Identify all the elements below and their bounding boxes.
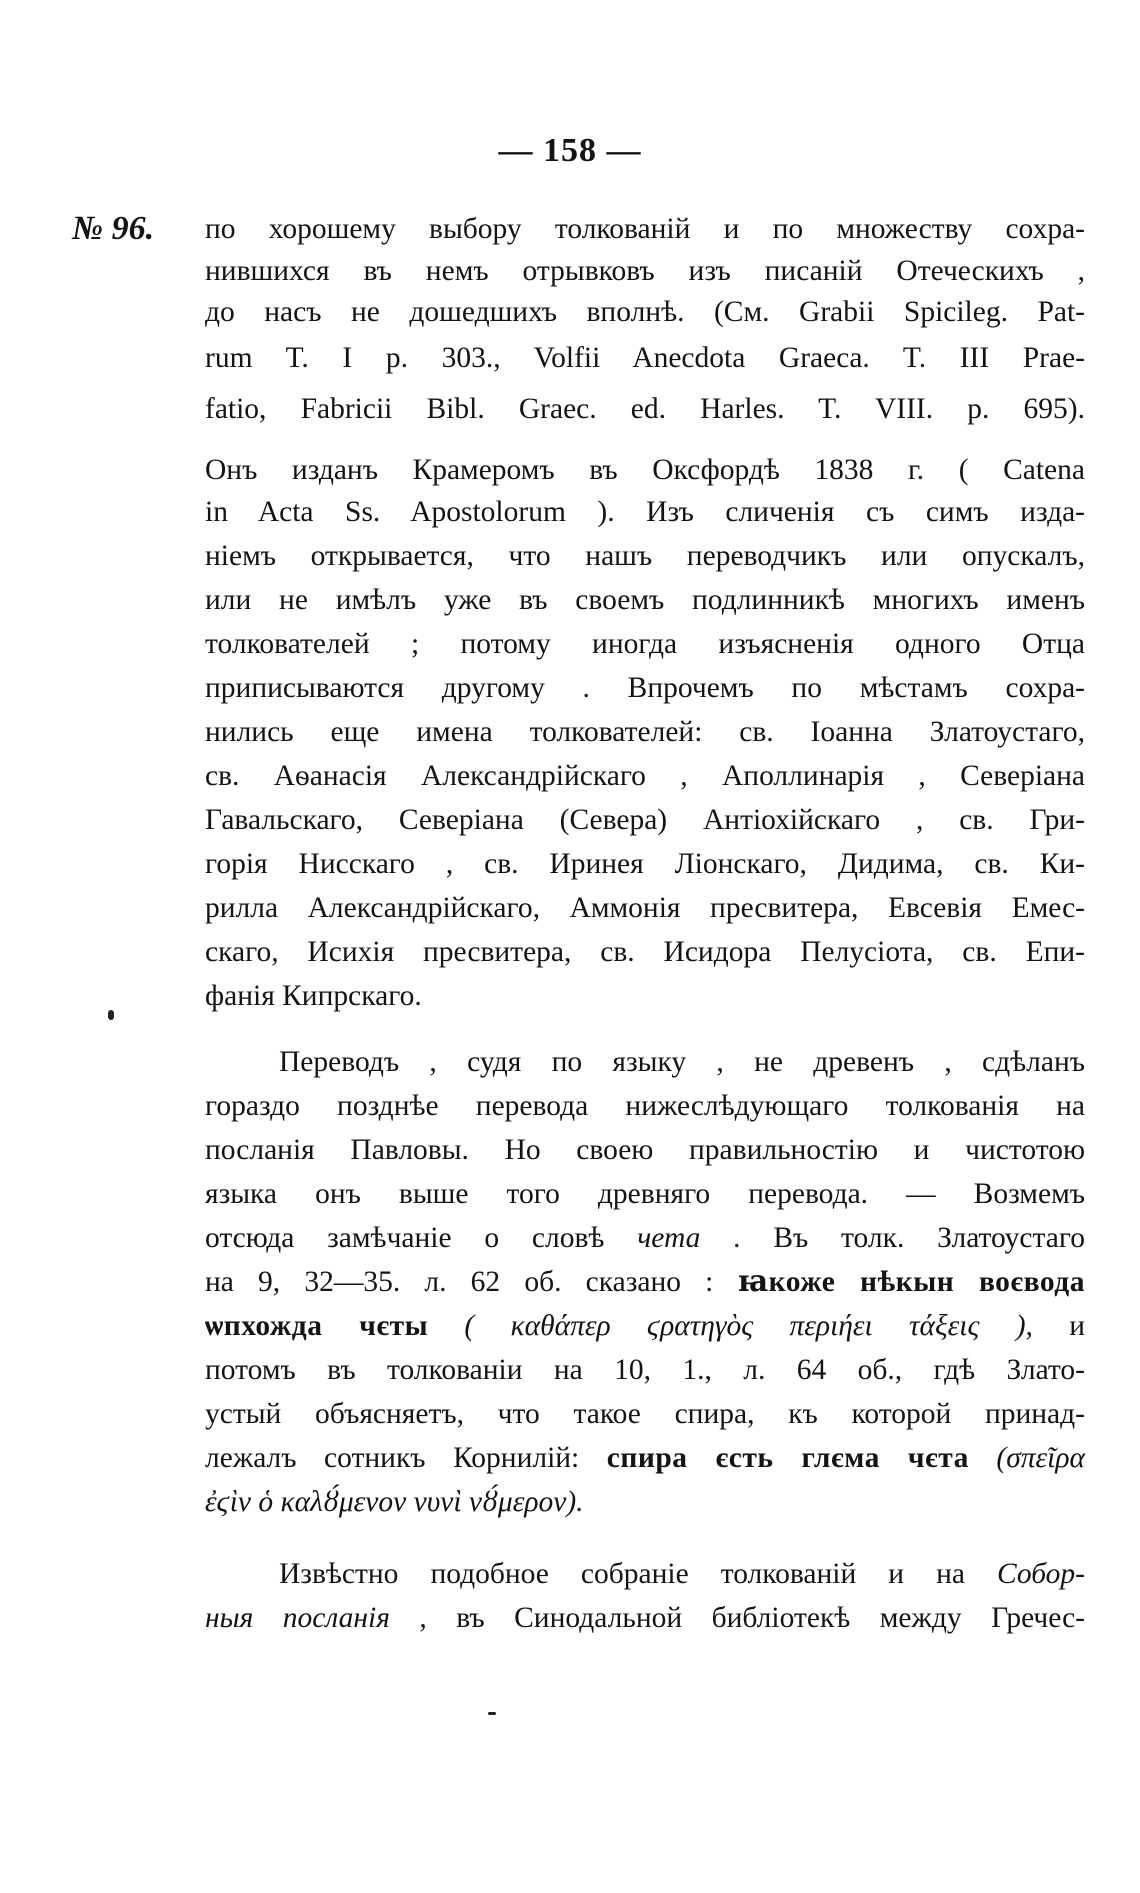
italic-word-cheta: чета xyxy=(637,1222,701,1254)
text-line: до насъ не дошедшихъ вполнѣ. (См. Grabii Spicileg. Pat- xyxy=(205,296,1085,328)
text-line: устый объясняетъ, что такое спира, къ которой принад- xyxy=(205,1398,1085,1430)
text-run: отсюда замѣчаніе о словѣ xyxy=(205,1222,605,1254)
text-line: fatio, Fabricii Bibl. Graec. ed. Harles. T. VIII. p. 695). xyxy=(205,393,1085,425)
church-slavonic-quote: спира єсть глєма чєта xyxy=(606,1442,969,1474)
text-line: фанія Кипрскаго. xyxy=(205,980,422,1012)
entry-number: № 96. xyxy=(72,210,155,247)
text-line: rum T. I p. 303., Volfii Anecdota Graeca. T. III Prae- xyxy=(205,342,1085,374)
text-line: потомъ въ толкованіи на 10, 1., л. 64 об., гдѣ Злато- xyxy=(205,1354,1085,1386)
page-number: — 158 — xyxy=(498,132,642,169)
text-line: посланія Павловы. Но своею правильностію и чистотою xyxy=(205,1134,1085,1166)
text-line xyxy=(205,1596,1085,1640)
italic-term: Собор- xyxy=(996,1558,1085,1590)
text-run: лежалъ сотникъ Корнилій: xyxy=(205,1442,580,1474)
text-line: горія Нисскаго , св. Иринея Ліонскаго, Дидима, св. Ки- xyxy=(205,848,1085,880)
text-run: Извѣстно подобное собраніе толкованій и на xyxy=(279,1558,965,1590)
text-line: св. Аѳанасія Александрійскаго , Аполлинарія , Северіана xyxy=(205,760,1085,792)
text-line: рилла Александрійскаго, Аммонія пресвитера, Евсевія Емес- xyxy=(205,892,1085,924)
text-line xyxy=(205,1260,1085,1304)
italic-term: ныя посланія xyxy=(205,1602,390,1634)
text-line: ніемъ открывается, что нашъ переводчикъ или опускалъ, xyxy=(205,540,1085,572)
text-line: скаго, Исихія пресвитера, св. Исидора Пелусіота, св. Епи- xyxy=(205,936,1085,968)
text-line xyxy=(205,1216,1085,1260)
text-run: и xyxy=(1069,1310,1086,1342)
text-line: гораздо позднѣе перевода нижеслѣдующаго толкованія на xyxy=(205,1090,1085,1122)
text-line: Гавальскаго, Северіана (Севера) Антіохійскаго , св. Гри- xyxy=(205,804,1085,836)
text-line: Онъ изданъ Крамеромъ въ Оксфордѣ 1838 г. ( Catena xyxy=(205,454,1085,486)
greek-quote: ( καθάπερ ϛρατηγὸς περιήει τάξεις ), xyxy=(464,1310,1033,1342)
greek-quote: (σπεῖρα xyxy=(996,1442,1086,1474)
text-line: языка онъ выше того древняго перевода. — Возмемъ xyxy=(205,1178,1085,1210)
text-run: . Въ толк. Златоустаго xyxy=(733,1222,1085,1254)
text-line xyxy=(205,1552,1085,1596)
text-line: нившихся въ немъ отрывковъ изъ писаній Отеческихъ , xyxy=(205,255,1085,287)
text-line: по хорошему выбору толкованій и по множеству сохра- xyxy=(205,213,1085,245)
text-run: на 9, 32—35. л. 62 об. сказано : xyxy=(205,1266,714,1298)
text-run: , въ Синодальной библіотекѣ между Гречес- xyxy=(419,1602,1086,1634)
church-slavonic-quote: ѡпхожда чєты xyxy=(205,1310,429,1342)
text-line: толкователей ; потому иногда изъясненія одного Отца xyxy=(205,628,1085,660)
text-line xyxy=(205,1436,1085,1480)
text-line: приписываются другому . Впрочемъ по мѣстамъ сохра- xyxy=(205,672,1085,704)
text-line xyxy=(205,1304,1085,1348)
text-line: или не имѣлъ уже въ своемъ подлинникѣ многихъ именъ xyxy=(205,584,1085,616)
text-line: in Acta Ss. Apostolorum ). Изъ сличенія съ симъ изда- xyxy=(205,496,1085,528)
text-line: Переводъ , судя по языку , не древенъ , сдѣланъ xyxy=(279,1046,1085,1078)
text-line: нились еще имена толкователей: св. Іоанна Златоустаго, xyxy=(205,716,1085,748)
text-line xyxy=(205,1480,1085,1524)
church-slavonic-quote: ꙗкоже нѣкын воєвода xyxy=(737,1266,1085,1298)
ink-mark xyxy=(488,1712,496,1715)
ink-mark xyxy=(108,1010,114,1020)
greek-quote: ἐϛὶν ὁ καλȣ́μενον νυνὶ νȣ́μερον). xyxy=(205,1486,584,1518)
